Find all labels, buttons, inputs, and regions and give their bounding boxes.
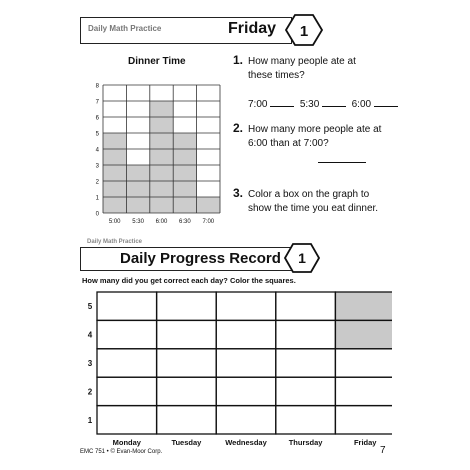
grid-cell-thursday-1[interactable] [276,406,336,434]
record-series-title: Daily Math Practice [87,239,143,245]
y-tick-label: 1 [95,195,99,202]
day-label: Monday [112,438,141,447]
grid-cell-wednesday-3[interactable] [216,349,276,377]
record-badge-number: 1 [298,250,306,266]
grid-cell-wednesday-5[interactable] [216,292,276,320]
grid-cell-friday-1[interactable] [335,406,392,434]
grid-cell-thursday-5[interactable] [276,292,336,320]
x-tick-label: 6:30 [179,219,191,225]
grid-cell-friday-5[interactable] [335,292,392,320]
y-tick-label: 4 [95,147,99,154]
day-label: Thursday [288,438,323,447]
grid-cell-monday-4[interactable] [97,320,157,348]
grid-cell-friday-2[interactable] [335,377,392,405]
day-label: Wednesday [225,438,267,447]
row-label: 4 [87,330,93,340]
grid-cell-thursday-2[interactable] [276,377,336,405]
footer-credit: EMC 751 • © Evan-Moor Corp. [80,449,163,455]
y-tick-label: 8 [95,83,99,90]
x-tick-label: 6:00 [155,219,168,225]
grid-cell-tuesday-3[interactable] [157,349,217,377]
grid-cell-tuesday-5[interactable] [157,292,217,320]
row-label: 3 [87,359,93,368]
row-label: 1 [87,415,93,425]
top-badge-number: 1 [299,23,309,40]
grid-cell-thursday-3[interactable] [276,349,336,377]
grid-cell-thursday-4[interactable] [276,320,336,348]
day-label: Tuesday [171,438,202,447]
answer-blank-question-2[interactable] [318,162,366,163]
y-tick-label: 6 [95,115,99,122]
question-3-number: 3. [233,186,244,200]
question-1-blanks [248,96,398,112]
blank-label-7-00: 7:00 [248,99,268,110]
answer-blank-7-00[interactable] [270,96,294,107]
grid-cell-monday-1[interactable] [97,406,157,434]
grid-cell-wednesday-4[interactable] [216,320,276,348]
grid-cell-tuesday-4[interactable] [157,320,217,348]
blank-label-5-30: 5:30 [299,99,320,110]
y-tick-label: 3 [95,163,99,170]
grid-cell-monday-2[interactable] [97,377,157,405]
question-1-text: How many people ate at these times? [248,56,356,81]
question-2-number: 2. [233,121,244,135]
top-badge-hexagon [285,14,323,46]
bar-5-30 [126,165,149,213]
bar-6-00 [150,101,173,213]
bar-6-30 [173,133,196,213]
record-badge-hexagon [284,243,320,273]
grid-cell-wednesday-2[interactable] [216,377,276,405]
grid-cell-friday-3[interactable] [335,349,392,377]
question-1-number: 1. [233,53,244,67]
row-label: 2 [87,387,93,397]
chart-title: Dinner Time [128,56,186,67]
day-label: Friday [353,438,377,447]
row-label: 5 [87,302,93,312]
blank-label-6-00: 6:00 [351,99,372,110]
question-2-text: How many more people ate at 6:00 than at 7:00? [248,124,382,149]
grid-cell-tuesday-2[interactable] [157,377,217,405]
record-instruction: How many did you get correct each day? Color the squares. [82,276,296,285]
answer-blank-5-30[interactable] [322,96,346,107]
bar-5-00 [103,133,126,213]
page-number: 7 [380,445,386,456]
dinner-time-chart [90,66,250,236]
y-tick-label: 5 [95,131,99,138]
x-tick-label: 5:30 [132,219,144,225]
y-tick-label: 2 [95,179,99,186]
x-tick-label: 7:00 [202,219,215,225]
grid-cell-monday-3[interactable] [97,349,157,377]
y-tick-label: 0 [95,211,99,218]
grid-cell-tuesday-1[interactable] [157,406,217,434]
grid-cell-monday-5[interactable] [97,292,157,320]
top-series-title: Daily Math Practice [88,24,162,33]
bar-7-00 [197,197,220,213]
record-title: Daily Progress Record [120,250,281,267]
answer-blank-6-00[interactable] [374,96,398,107]
top-day-title: Friday [228,20,277,37]
progress-grid [82,288,392,448]
x-tick-label: 5:00 [108,219,121,225]
y-tick-label: 7 [95,99,99,106]
question-3-text: Color a box on the graph to show the time you eat dinner. [248,189,379,214]
grid-cell-friday-4[interactable] [335,320,392,348]
grid-cell-wednesday-1[interactable] [216,406,276,434]
